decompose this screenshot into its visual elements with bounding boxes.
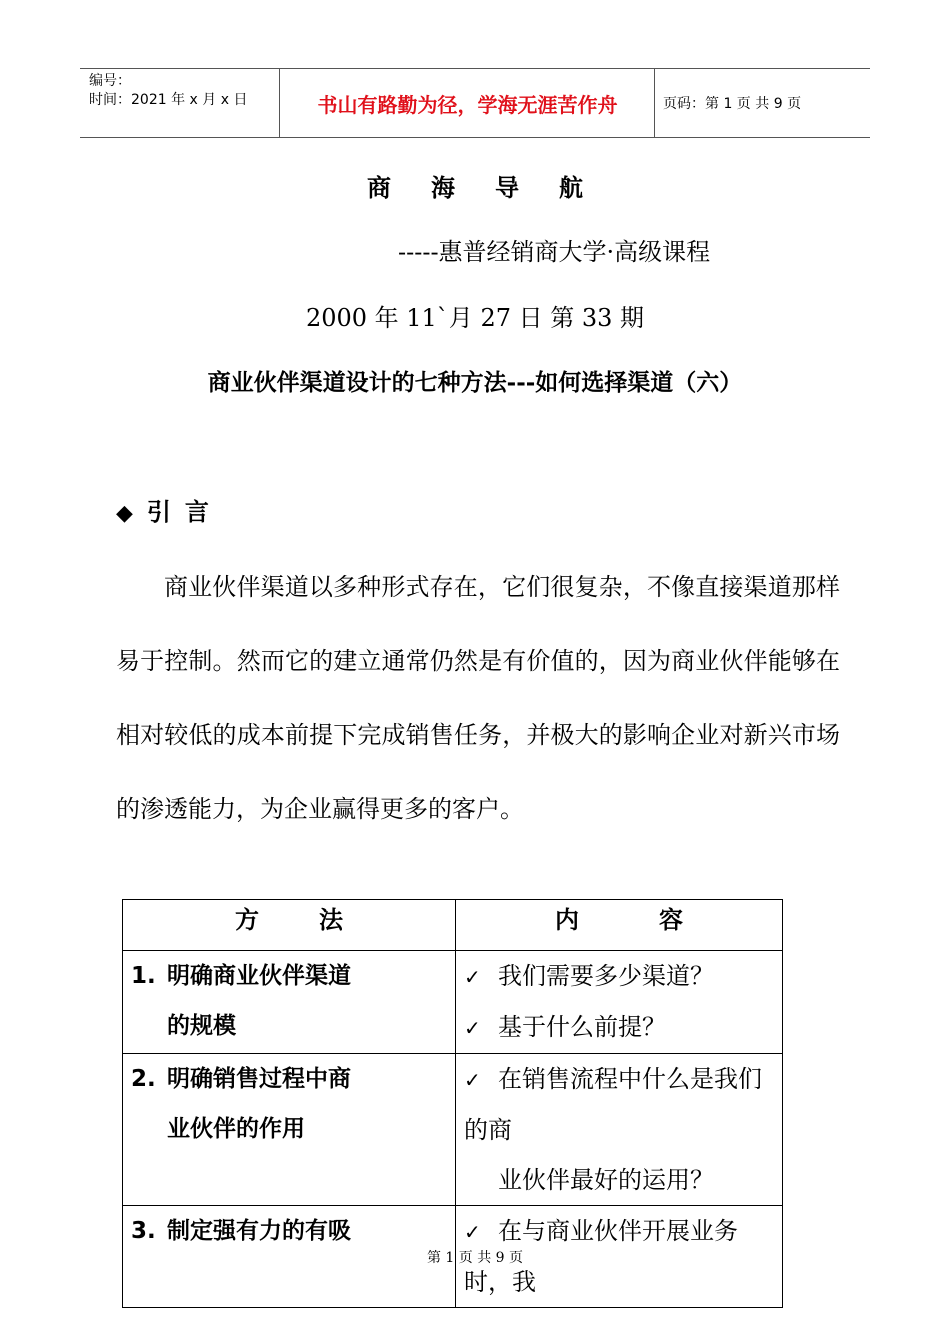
header-motto: 书山有路勤为径，学海无涯苦作舟 [281, 69, 655, 137]
content-cell [456, 1054, 783, 1206]
header-meta [80, 69, 280, 137]
checkmark-icon: ✓ [464, 1220, 481, 1244]
method-text: 明确商业伙伴渠道 [167, 963, 351, 989]
doc-title: 商海导航 [367, 173, 623, 202]
intro-heading [116, 492, 223, 527]
method-text: 业伙伴的作用 [167, 1116, 305, 1142]
content-cell [456, 951, 783, 1054]
doc-subtitle: -----惠普经销商大学·高级课程 [398, 238, 711, 266]
doc-date-issue: 2000 年 11`月 27 日 第 33 期 [305, 304, 645, 332]
intro-label: 引言 [146, 497, 223, 526]
content-text: 我们需要多少渠道？ [498, 962, 714, 990]
diamond-bullet-icon: ◆ [116, 500, 133, 526]
table-header-row [123, 900, 783, 951]
table-row [123, 1054, 783, 1206]
table-row [123, 951, 783, 1054]
page-footer: 第 1 页 共 9 页 [426, 1250, 524, 1266]
method-number: 2. [131, 1066, 156, 1092]
number-label: 编号： [89, 73, 131, 89]
column-header-content: 内容 [456, 900, 783, 951]
checkmark-icon: ✓ [464, 1068, 481, 1092]
method-cell [123, 1054, 456, 1206]
method-cell [123, 951, 456, 1054]
content-text: 业伙伴最好的运用？ [498, 1166, 714, 1194]
method-number: 3. [131, 1218, 156, 1244]
method-number: 1. [131, 963, 156, 989]
method-text: 的规模 [167, 1013, 236, 1039]
intro-paragraph: 商业伙伴渠道以多种形式存在，它们很复杂，不像直接渠道那样易于控制。然而它的建立通常仍然是有价值的，因为商业伙伴能够在相对较低的成本前提下完成销售任务，并极大的影响企业对新兴市场的渗透能力，为企业赢得更多的客户。 [116, 573, 840, 823]
checkmark-icon: ✓ [464, 1016, 481, 1040]
method-text: 制定强有力的有吸 [167, 1218, 351, 1244]
content-text: 在与商业伙伴开展业务时，我 [464, 1217, 738, 1296]
content-text: 在销售流程中什么是我们的商 [464, 1065, 762, 1144]
content-text: 基于什么前提？ [498, 1013, 666, 1041]
column-header-method: 方法 [123, 900, 456, 951]
checkmark-icon: ✓ [464, 965, 481, 989]
method-text: 明确销售过程中商 [167, 1066, 351, 1092]
time-label: 时间：2021 年 x 月 x 日 [89, 92, 248, 108]
document-header [80, 68, 870, 138]
header-page-info: 页码：第 1 页 共 9 页 [663, 96, 802, 112]
doc-heading: 商业伙伴渠道设计的七种方法---如何选择渠道（六） [207, 369, 743, 396]
